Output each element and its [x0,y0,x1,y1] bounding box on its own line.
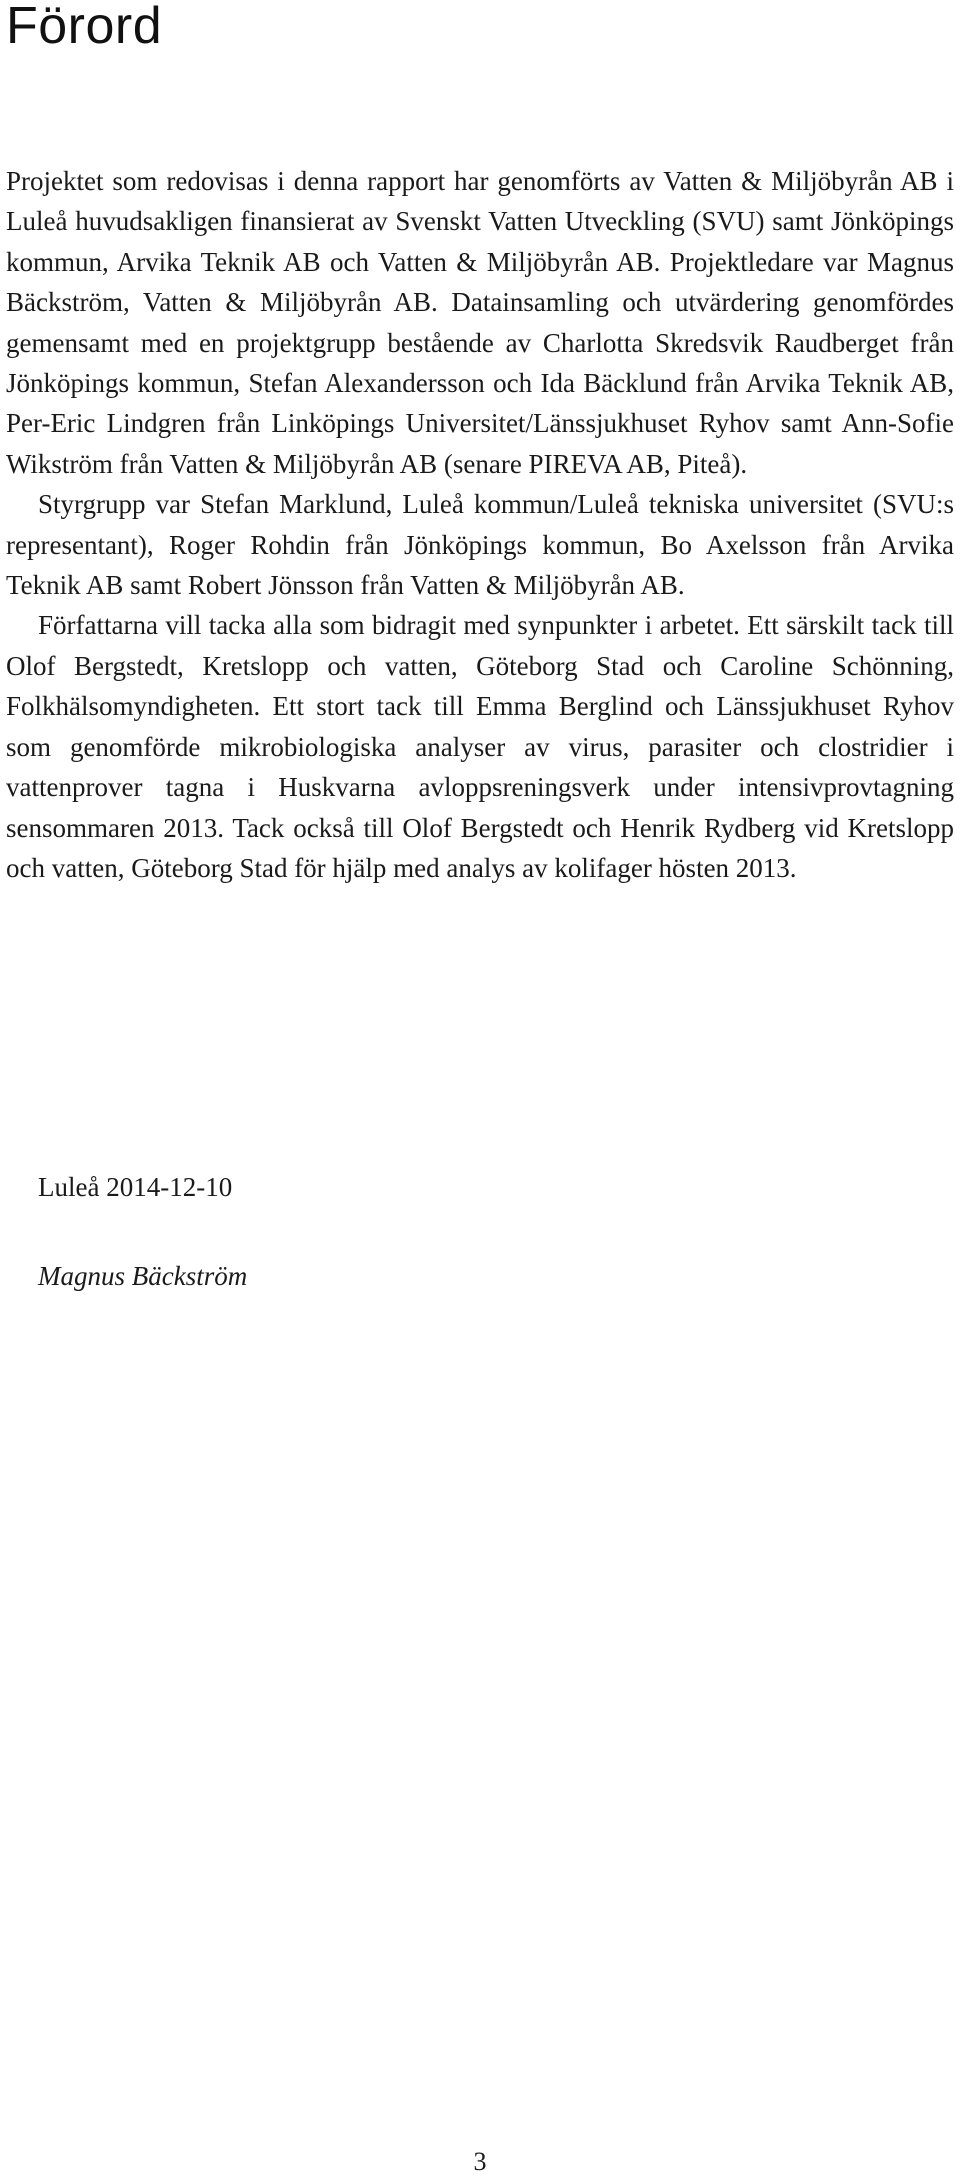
page-number: 3 [473,2147,487,2176]
dateline: Luleå 2014-12-10 [38,1172,233,1202]
paragraph-steering-group: Styrgrupp var Stefan Marklund, Luleå kommun/Luleå tekniska universitet (SVU:s representant), Roger Rohdin från Jönköpings kommun, Bo Axelsson från Arvika Teknik AB samt Robert Jönsson från Vatten & Miljöbyrån AB. [6,489,954,601]
signature: Magnus Bäckström [38,1261,248,1291]
paragraph-project: Projektet som redovisas i denna rapport har genomförts av Vatten & Miljöbyrån AB i Luleå huvudsakligen finansierat av Svenskt Vatten Utveckling (SVU) samt Jönköpings kommun, Arvika Teknik AB och Vatten & Miljöbyrån AB. Projektledare var Magnus Bäckström, Vatten & Miljöbyrån AB. Datainsamling och utvärdering genomfördes gemensamt med en projektgrupp bestående av Charlotta Skredsvik Raudberget från Jönköpings kommun, Stefan Alexandersson och Ida Bäcklund från Arvika Teknik AB, Per-Eric Lindgren från Linköpings Universitet/Länssjukhuset Ryhov samt Ann-Sofie Wikström från Vatten & Miljöbyrån AB (senare PIREVA AB, Piteå). [6,166,954,479]
page-title: Förord [6,0,163,55]
foreword-body [6,161,954,888]
paragraph-acknowledgements: Författarna vill tacka alla som bidragit med synpunkter i arbetet. Ett särskilt tack till Olof Bergstedt, Kretslopp och vatten, Göteborg Stad och Caroline Schönning, Folkhälsomyndigheten. Ett stort tack till Emma Berglind och Länssjukhuset Ryhov som genomförde mikrobiologiska analyser av virus, parasiter och clostridier i vattenprover tagna i Huskvarna avloppsreningsverk under intensivprovtagning sensommaren 2013. Tack också till Olof Bergstedt och Henrik Rydberg vid Kretslopp och vatten, Göteborg Stad för hjälp med analys av kolifager hösten 2013. [6,610,954,883]
